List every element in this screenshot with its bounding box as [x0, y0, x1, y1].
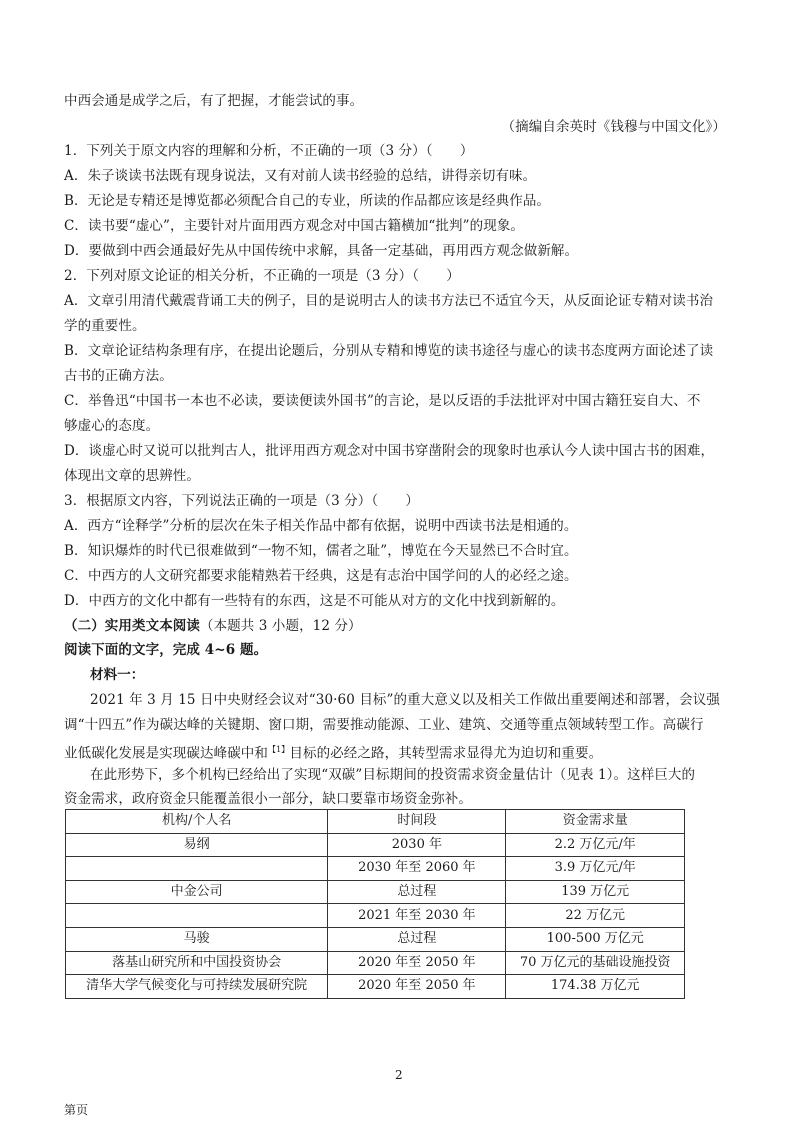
option-1a: A．朱子谈读书法既有现身说法，又有对前人读书经验的总结，讲得亲切有味。 [64, 168, 537, 184]
cell-institution: 易纲 [66, 833, 328, 857]
option-2a: A．文章引用清代戴震背诵工夫的例子，目的是说明古人的读书方法已不适宜今天，从反面论证专精对读书治 [64, 293, 714, 309]
cell-period: 总过程 [328, 880, 506, 904]
cell-amount: 2.2 万亿元/年 [506, 833, 685, 857]
option-2d: D．谈虚心时又说可以批判古人，批评用西方观念对中国书穿凿附会的现象时也承认今人读中国古书的困难， [64, 443, 715, 459]
paragraph-1-line-3-end: 目标的必经之路，其转型需求显得尤为迫切和重要。 [289, 745, 603, 762]
cell-period: 2021 年至 2030 年 [328, 904, 506, 928]
table-row [66, 880, 685, 904]
question-1: 1．下列关于原文内容的理解和分析，不正确的一项（3 分）（ ） [64, 143, 474, 159]
header-institution: 机构/个人名 [66, 810, 328, 834]
option-1b: B．无论是专精还是博览都必须配合自己的专业，所读的作品都应该是经典作品。 [64, 193, 551, 209]
cell-period: 2030 年至 2060 年 [328, 857, 506, 881]
option-2b-cont: 古书的正确方法。 [64, 368, 173, 384]
footnote-marker: 【1】 [268, 745, 290, 754]
paragraph-1-line-3 [64, 741, 602, 763]
text-line: 中西会通是成学之后，有了把握，才能尝试的事。 [64, 93, 364, 109]
table-row [66, 904, 685, 928]
table-row [66, 975, 685, 999]
source-citation: （摘编自余英时《钱穆与中国文化》） [501, 119, 726, 135]
option-1d: D．要做到中西会通最好先从中国传统中求解，具备一定基础，再用西方观念做新解。 [64, 243, 579, 259]
paragraph-2-line-2: 资金需求，政府资金只能覆盖很小一部分，缺口要靠市场资金弥补。 [64, 791, 472, 807]
cell-amount: 70 万亿元的基础设施投资 [506, 951, 685, 975]
option-3b: B．知识爆炸的时代已很难做到“一物不知，儒者之耻”，博览在今天显然已不合时宜。 [64, 543, 578, 559]
header-amount: 资金需求量 [506, 810, 685, 834]
question-2: 2．下列对原文论证的相关分析，不正确的一项是（3 分）（ ） [64, 268, 460, 284]
cell-period: 2030 年 [328, 833, 506, 857]
page-number: 2 [395, 1068, 403, 1082]
table-row [66, 927, 685, 951]
table-row [66, 833, 685, 857]
paragraph-2-line-1: 在此形势下，多个机构已经给出了实现“双碳”目标期间的投资需求资金量估计（见表 1）。这样巨大的 [90, 767, 696, 783]
option-2c-cont: 够虚心的态度。 [64, 418, 160, 434]
option-3a: A．西方“诠释学”分析的层次在朱子相关作品中都有依据，说明中西读书法是相通的。 [64, 518, 578, 534]
cell-institution [66, 904, 328, 928]
cell-amount: 100-500 万亿元 [506, 927, 685, 951]
reading-instruction: 阅读下面的文字，完成 4~6 题。 [64, 642, 268, 658]
cell-institution: 落基山研究所和中国投资协会 [66, 951, 328, 975]
page-footer: 第页 [64, 1103, 89, 1117]
option-3c: C．中西方的人文研究都要求能精熟若干经典，这是有志治中国学问的人的必经之途。 [64, 568, 578, 584]
material-1-label: 材料一： [90, 667, 145, 683]
cell-amount: 139 万亿元 [506, 880, 685, 904]
cell-institution: 中金公司 [66, 880, 328, 904]
section-2-note: （本题共 3 小题，12 分） [200, 618, 362, 634]
paragraph-1-line-1: 2021 年 3 月 15 日中央财经会议对“30·60 目标”的重大意义以及相关工作做出重要阐述和部署，会议强 [90, 692, 720, 708]
table-row [66, 857, 685, 881]
section-2-heading [64, 617, 362, 635]
cell-period: 2020 年至 2050 年 [328, 975, 506, 999]
cell-amount: 22 万亿元 [506, 904, 685, 928]
paragraph-1-line-2: 调“十四五”作为碳达峰的关键期、窗口期，需要推动能源、工业、建筑、交通等重点领域转型工作。高碳行 [64, 717, 704, 733]
option-2d-cont: 体现出文章的思辨性。 [64, 468, 200, 484]
section-2-title: （二）实用类文本阅读 [64, 618, 200, 634]
table-header-row [66, 810, 685, 834]
option-2b: B．文章论证结构条理有序，在提出论题后，分别从专精和博览的读书途径与虚心的读书态度两方面论述了读 [64, 343, 714, 359]
option-1c: C．读书要“虚心”，主要针对片面用西方观念对中国古籍横加“批判”的现象。 [64, 218, 525, 234]
table-row [66, 951, 685, 975]
cell-amount: 174.38 万亿元 [506, 975, 685, 999]
cell-institution [66, 857, 328, 881]
cell-period: 2020 年至 2050 年 [328, 951, 506, 975]
option-2a-cont: 学的重要性。 [64, 318, 146, 334]
cell-institution: 清华大学气候变化与可持续发展研究院 [66, 975, 328, 999]
header-period: 时间段 [328, 810, 506, 834]
question-3: 3．根据原文内容，下列说法正确的一项是（3 分）（ ） [64, 493, 420, 509]
cell-amount: 3.9 万亿元/年 [506, 857, 685, 881]
option-3d: D．中西方的文化中都有一些特有的东西，这是不可能从对方的文化中找到新解的。 [64, 593, 565, 609]
investment-demand-table [65, 809, 685, 999]
cell-period: 总过程 [328, 927, 506, 951]
option-2c: C．举鲁迅“中国书一本也不必读，要读便读外国书”的言论，是以反语的手法批评对中国古籍狂妄自大、不 [64, 393, 701, 409]
cell-institution: 马骏 [66, 927, 328, 951]
paragraph-1-line-3-start: 业低碳化发展是实现碳达峰碳中和 [64, 745, 268, 762]
